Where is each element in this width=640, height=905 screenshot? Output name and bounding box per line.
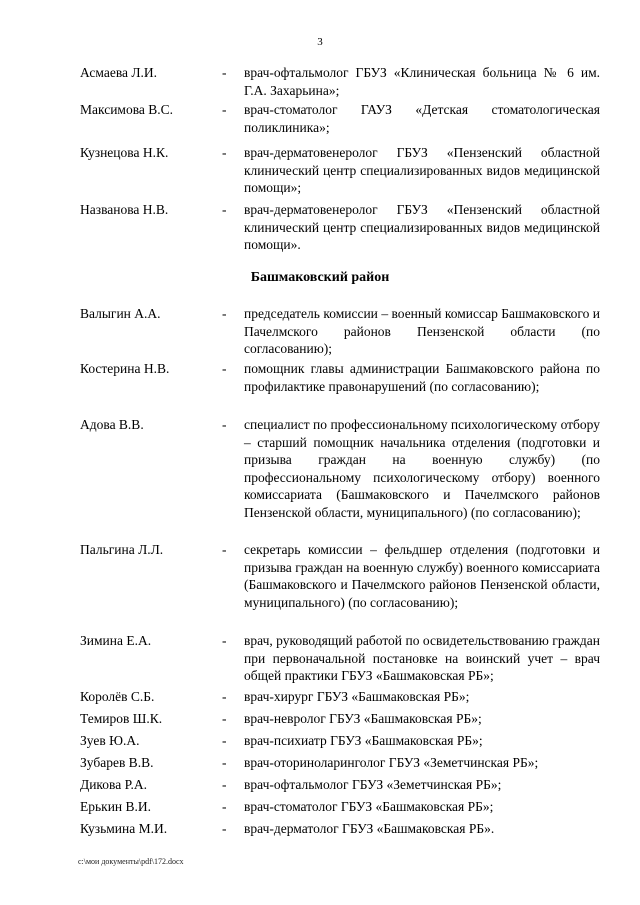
file-path-footer: c:\мои документы\pdf\172.docx [78,857,184,866]
member-name: Названова Н.В. [80,202,169,217]
dash: - [222,777,227,792]
dash: - [222,417,227,432]
member-role: секретарь комиссии – фельдшер отделения (подготовки и призыва граждан на военную службу) военного комиссариата (Башмаковского и Пачелмского районов Пензенской области, муниципального) (по согласованию); [244,542,600,610]
member-name: Кузнецова Н.К. [80,145,169,160]
dash: - [222,799,227,814]
member-role: врач-стоматолог ГБУЗ «Башмаковская РБ»; [244,799,494,814]
member-role: врач, руководящий работой по освидетельствованию граждан при первоначальной постановке на воинский учет – врач общей практики ГБУЗ «Башмаковская РБ»; [244,633,600,683]
dash: - [222,821,227,836]
member-role: врач-офтальмолог ГБУЗ «Земетчинская РБ»; [244,777,502,792]
member-name: Зубарев В.В. [80,755,154,770]
member-name: Ерькин В.И. [80,799,152,814]
member-name: Валыгин А.А. [80,306,161,321]
dash: - [222,711,227,726]
member-name: Пальгина Л.Л. [80,542,164,557]
member-role: врач-дерматовенеролог ГБУЗ «Пензенский областной клинический центр специализированных видов медицинской помощи». [244,202,600,252]
member-role: врач-дерматовенеролог ГБУЗ «Пензенский областной клинический центр специализированных видов медицинской помощи»; [244,145,600,195]
member-role: врач-офтальмолог ГБУЗ «Клиническая больница № 6 им. Г.А. Захарьина»; [244,65,600,98]
dash: - [222,306,227,321]
dash: - [222,102,227,117]
dash: - [222,202,227,217]
member-name: Темиров Ш.К. [80,711,163,726]
member-role: врач-оториноларинголог ГБУЗ «Земетчинская РБ»; [244,755,539,770]
page-number: 3 [317,36,323,48]
dash: - [222,145,227,160]
member-name: Костерина Н.В. [80,361,170,376]
member-name: Кузьмина М.И. [80,821,168,836]
member-name: Асмаева Л.И. [80,65,158,80]
member-role: помощник главы администрации Башмаковского района по профилактике правонарушений (по согласованию); [244,361,600,394]
dash: - [222,361,227,376]
dash: - [222,633,227,648]
dash: - [222,542,227,557]
member-role: врач-хирург ГБУЗ «Башмаковская РБ»; [244,689,470,704]
dash: - [222,733,227,748]
dash: - [222,65,227,80]
member-name: Максимова В.С. [80,102,174,117]
member-role: врач-дерматолог ГБУЗ «Башмаковская РБ». [244,821,495,836]
section-heading: Башмаковский район [250,270,390,285]
dash: - [222,689,227,704]
member-name: Дикова Р.А. [80,777,147,792]
member-role: врач-психиатр ГБУЗ «Башмаковская РБ»; [244,733,483,748]
member-role: председатель комиссии – военный комиссар Башмаковского и Пачелмского районов Пензенской области (по согласованию); [244,306,600,356]
dash: - [222,755,227,770]
member-name: Адова В.В. [80,417,144,432]
member-role: врач-невролог ГБУЗ «Башмаковская РБ»; [244,711,482,726]
member-role: врач-стоматолог ГАУЗ «Детская стоматологическая поликлиника»; [244,102,600,135]
member-name: Зуев Ю.А. [80,733,140,748]
member-name: Зимина Е.А. [80,633,152,648]
member-name: Королёв С.Б. [80,689,155,704]
member-role: специалист по профессиональному психологическому отбору – старший помощник начальника отделения (подготовки и призыва граждан на военную службу) (по профессиональному психологическому отбору) военного комиссариата (Башмаковского и Пачелмского районов Пензенской области, муниципального) (по согласованию); [244,417,600,520]
